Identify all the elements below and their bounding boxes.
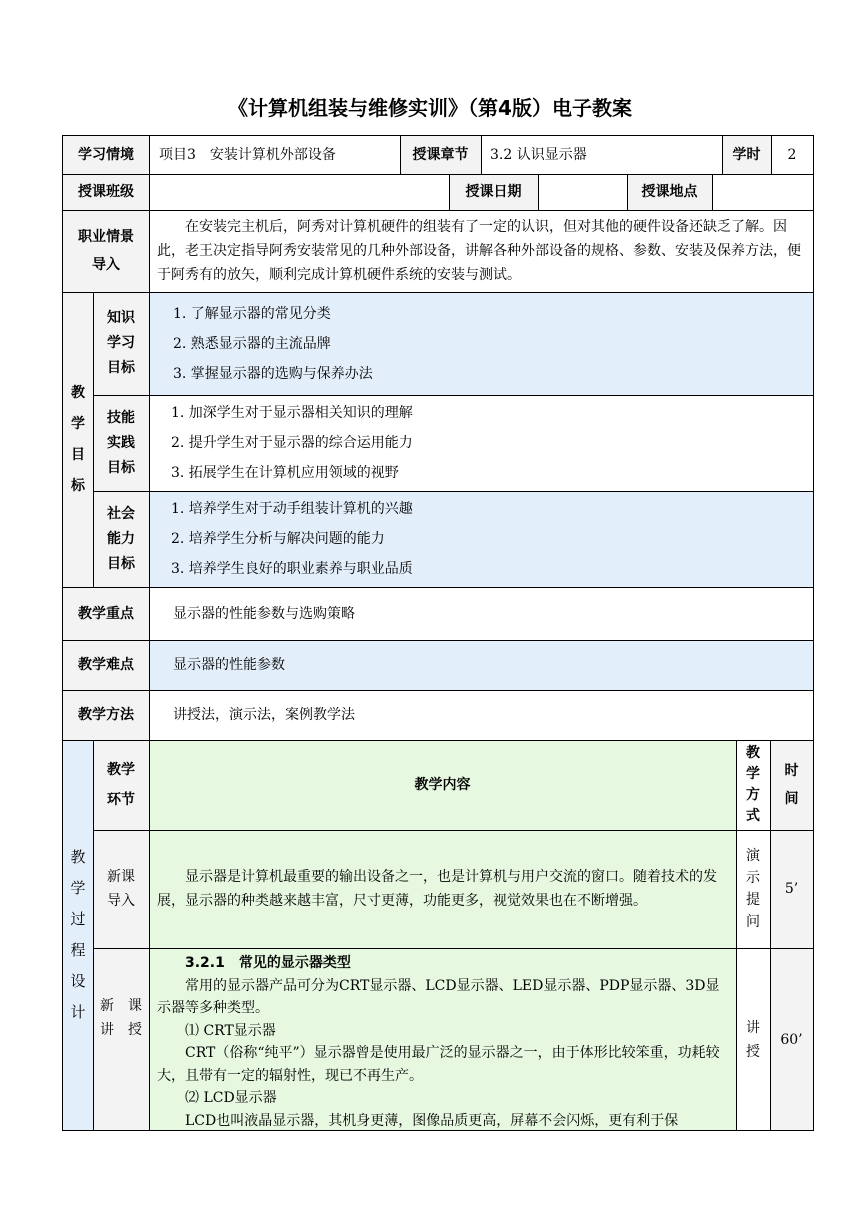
list-item: 3. 掌握显示器的选购与保养办法 <box>173 365 373 382</box>
label-key-points: 教学重点 <box>63 587 149 640</box>
process-char: 过 <box>70 910 86 928</box>
stage-line: 导入 <box>107 893 135 909</box>
header-mode-char: 教 <box>746 745 760 761</box>
col-divider <box>149 174 150 211</box>
col-divider <box>149 135 150 175</box>
label-career-intro <box>63 210 149 292</box>
col-divider <box>93 292 94 588</box>
social-objectives-list <box>149 491 813 587</box>
document-title: 《计算机组装与维修实训》（第4版）电子教案 <box>228 96 632 120</box>
social-label-line: 目标 <box>107 555 135 572</box>
career-intro-paragraph: 在安装完主机后，阿秀对计算机硬件的组装有了一定的认识，但对其他的硬件设备还缺乏了解。因此，老王决定指导阿秀安装常见的几种外部设备，讲解各种外部设备的规格、参数、安装及保养方法，便于阿秀有的放矢，顺利完成计算机硬件系统的安装与测试。 <box>157 219 801 283</box>
header-time-char: 时 <box>784 763 799 779</box>
table-border <box>62 135 63 1131</box>
table-border <box>62 135 814 136</box>
header-stage-line: 环节 <box>107 792 135 808</box>
content-paragraph: 显示器是计算机最重要的输出设备之一，也是计算机与用户交流的窗口。随着技术的发展，显示器的种类越来越丰富，尺寸更薄，功能更多，视觉效果也在不断增强。 <box>157 869 717 909</box>
knowledge-label-line: 目标 <box>107 360 135 376</box>
col-divider <box>481 135 482 175</box>
mode-char: 演 <box>746 848 760 864</box>
label-career-intro-line2: 导入 <box>92 257 120 273</box>
chapter-value: 3.2 认识显示器 <box>490 147 587 163</box>
time-new-lesson-teaching: 60’ <box>770 948 813 1130</box>
col-divider <box>538 174 539 211</box>
skill-label-line: 技能 <box>107 409 135 426</box>
knowledge-objectives-list <box>149 292 813 395</box>
header-mode <box>736 740 770 830</box>
header-stage <box>93 740 149 830</box>
process-char: 教 <box>70 848 86 866</box>
row-divider <box>93 948 814 949</box>
header-mode-char: 学 <box>746 766 760 782</box>
difficulties-value: 显示器的性能参数 <box>149 640 813 690</box>
row-divider <box>62 690 814 691</box>
col-divider <box>712 174 713 211</box>
col-divider <box>770 740 771 1131</box>
label-process-design <box>63 740 93 1130</box>
content-new-lesson-intro <box>149 830 736 948</box>
process-char: 计 <box>70 1003 86 1021</box>
header-time <box>770 740 813 830</box>
content-line: CRT（俗称“纯平”）显示器曾是使用最广泛的显示器之一，由于体形比较笨重，功耗较大，且带有一定的辐射性，现已不再生产。 <box>157 1045 720 1084</box>
methods-value: 讲授法，演示法，案例教学法 <box>173 707 355 723</box>
label-hours: 学时 <box>722 136 771 174</box>
row-divider <box>62 740 814 741</box>
mode-char: 授 <box>746 1044 760 1060</box>
label-chapter: 授课章节 <box>400 136 481 174</box>
mode-new-lesson-teaching <box>736 948 770 1130</box>
class-value <box>149 174 449 210</box>
learning-situation-value: 项目3 安装计算机外部设备 <box>159 147 336 163</box>
list-item: 1. 加深学生对于显示器相关知识的理解 <box>171 405 413 421</box>
objectives-char: 目 <box>71 446 85 463</box>
label-skill-objectives <box>93 395 149 491</box>
skill-label-line: 实践 <box>107 434 135 451</box>
social-label-line: 能力 <box>107 530 135 547</box>
stage-line: 新课 <box>107 869 135 885</box>
col-divider <box>722 135 723 175</box>
list-item: 1. 了解显示器的常见分类 <box>173 305 331 322</box>
objectives-char: 标 <box>71 477 85 494</box>
mode-new-lesson-intro <box>736 830 770 948</box>
label-difficulties: 教学难点 <box>63 640 149 690</box>
stage-line: 新 课 <box>100 998 142 1014</box>
row-divider <box>62 292 814 293</box>
hours-value: 2 <box>787 147 797 163</box>
col-divider <box>93 740 94 1131</box>
mode-char: 问 <box>746 914 760 930</box>
label-methods: 教学方法 <box>63 690 149 740</box>
list-item: 2. 提升学生对于显示器的综合运用能力 <box>171 435 413 451</box>
row-divider <box>62 640 814 641</box>
content-line: LCD也叫液晶显示器，其机身更薄，图像品质更高，屏幕不会闪烁，更有利于保 <box>185 1112 679 1129</box>
label-learning-situation: 学习情境 <box>63 136 149 174</box>
label-knowledge-objectives <box>93 292 149 395</box>
col-divider <box>771 135 772 175</box>
skill-objectives-list <box>149 395 813 491</box>
content-line: ⑴ CRT显示器 <box>185 1022 276 1039</box>
content-line: ⑵ LCD显示器 <box>185 1090 277 1106</box>
objectives-char: 学 <box>71 415 85 432</box>
col-divider <box>449 174 450 211</box>
label-place: 授课地点 <box>627 174 712 210</box>
process-char: 设 <box>70 972 86 990</box>
row-divider <box>62 210 814 211</box>
content-line: 常用的显示器产品可分为CRT显示器、LCD显示器、LED显示器、PDP显示器、3D显示器等多种类型。 <box>157 977 720 1016</box>
row-divider <box>93 395 814 396</box>
objectives-char: 教 <box>71 384 85 401</box>
col-divider <box>627 174 628 211</box>
time-new-lesson-intro: 5’ <box>770 830 813 948</box>
mode-char: 讲 <box>746 1020 760 1036</box>
process-char: 学 <box>70 879 86 897</box>
mode-char: 提 <box>746 892 760 908</box>
career-intro-text <box>149 210 813 292</box>
col-divider <box>400 135 401 175</box>
list-item: 3. 培养学生良好的职业素养与职业品质 <box>171 561 413 577</box>
content-new-lesson-teaching <box>149 948 736 1130</box>
label-date: 授课日期 <box>449 174 538 210</box>
stage-line: 讲 授 <box>100 1022 142 1038</box>
label-class: 授课班级 <box>63 174 149 210</box>
col-divider <box>149 210 150 1131</box>
header-stage-line: 教学 <box>107 762 135 778</box>
header-time-char: 间 <box>784 791 799 807</box>
header-mode-char: 方 <box>746 787 760 803</box>
stage-new-lesson-teaching <box>93 948 149 1130</box>
skill-label-line: 目标 <box>107 459 135 476</box>
list-item: 3. 拓展学生在计算机应用领域的视野 <box>171 465 399 481</box>
section-heading: 3.2.1 常见的显示器类型 <box>185 955 351 971</box>
header-content: 教学内容 <box>149 740 736 830</box>
key-points-value: 显示器的性能参数与选购策略 <box>173 605 355 622</box>
mode-char: 示 <box>746 870 760 886</box>
knowledge-label-line: 知识 <box>107 310 135 326</box>
label-career-intro-line1: 职业情景 <box>78 229 134 245</box>
social-label-line: 社会 <box>107 505 135 522</box>
place-value <box>712 174 813 210</box>
row-divider <box>93 830 814 831</box>
process-char: 程 <box>70 941 86 959</box>
stage-new-lesson-intro <box>93 830 149 948</box>
label-teaching-objectives <box>63 292 93 587</box>
label-social-objectives <box>93 491 149 587</box>
header-mode-char: 式 <box>746 808 760 824</box>
row-divider <box>62 587 814 588</box>
table-border <box>813 135 814 1131</box>
knowledge-label-line: 学习 <box>107 335 135 351</box>
list-item: 1. 培养学生对于动手组装计算机的兴趣 <box>171 501 413 517</box>
table-border <box>62 1130 814 1131</box>
row-divider <box>62 174 814 175</box>
row-divider <box>93 491 814 492</box>
col-divider <box>736 740 737 1131</box>
list-item: 2. 熟悉显示器的主流品牌 <box>173 335 331 352</box>
date-value <box>538 174 627 210</box>
list-item: 2. 培养学生分析与解决问题的能力 <box>171 531 385 547</box>
